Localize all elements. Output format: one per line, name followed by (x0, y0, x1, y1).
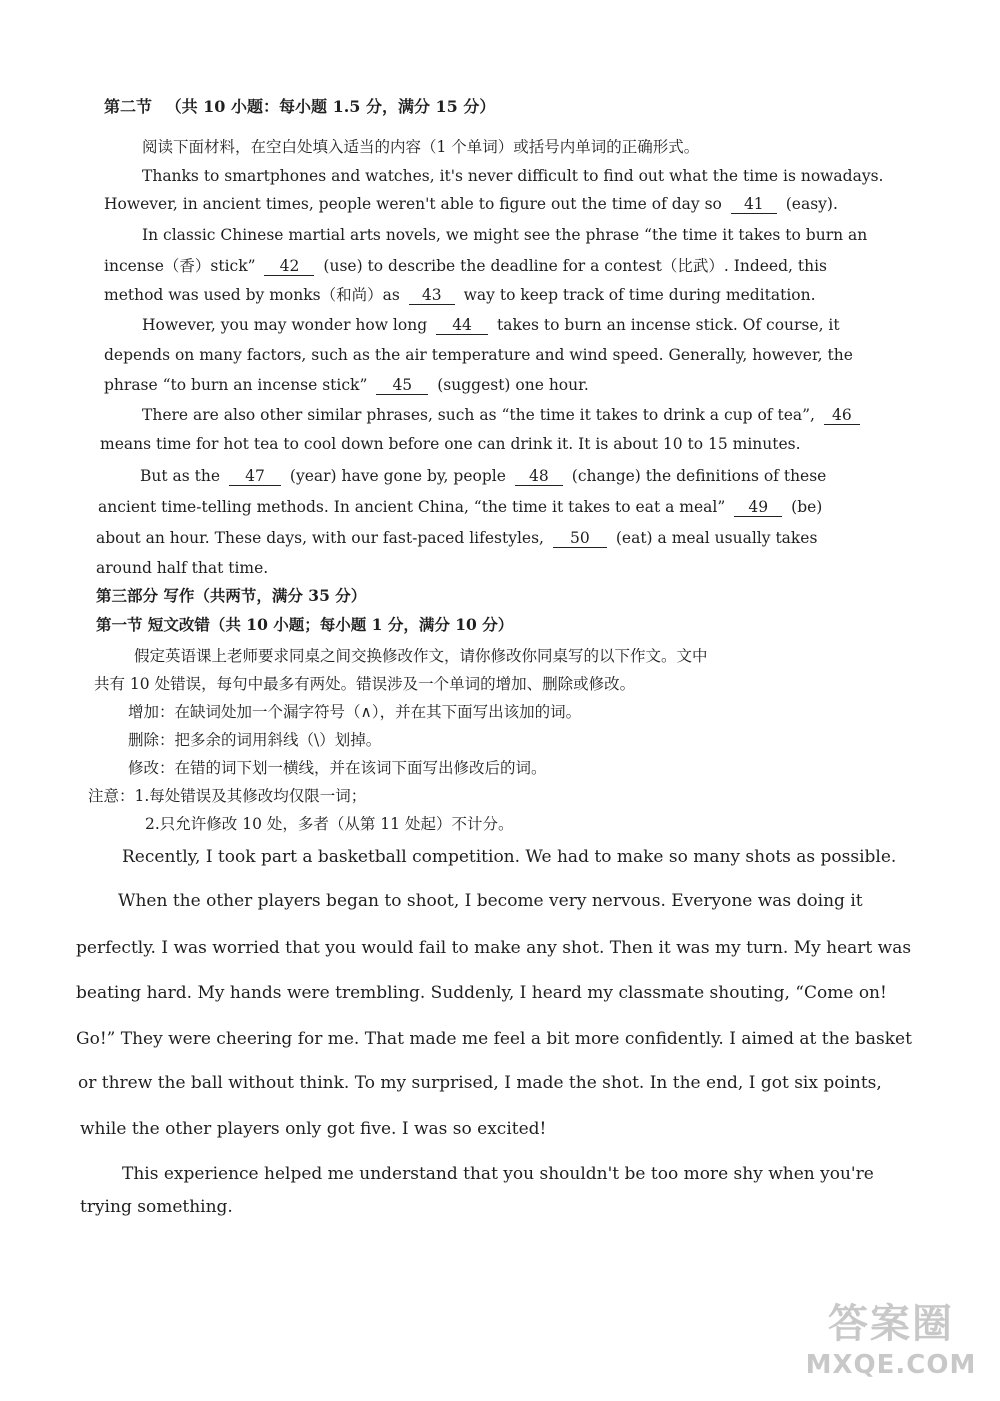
passage-text: (year) have gone by, people (289, 467, 506, 485)
essay-line: or threw the ball without think. To my surprised, I made the shot. In the end, I got six points, (78, 1073, 882, 1093)
passage-line (142, 314, 840, 336)
blank-42[interactable]: 42 (264, 257, 314, 276)
note-2: 2.只允许修改 10 处，多者（从第 11 处起）不计分。 (145, 815, 514, 833)
blank-50[interactable]: 50 (553, 529, 607, 548)
instruction-line: 共有 10 处错误，每句中最多有两处。错误涉及一个单词的增加、删除或修改。 (94, 675, 636, 693)
essay-line: beating hard. My hands were trembling. Suddenly, I heard my classmate shouting, “Come on! (76, 983, 887, 1003)
passage-line (104, 255, 827, 277)
passage-line (104, 193, 838, 215)
passage-text: way to keep track of time during meditation. (463, 286, 816, 304)
passage-line: In classic Chinese martial arts novels, we might see the phrase “the time it takes to burn an (142, 226, 868, 244)
blank-47[interactable]: 47 (229, 467, 281, 486)
passage-line: around half that time. (96, 559, 269, 577)
passage-text: takes to burn an incense stick. Of course, it (497, 316, 840, 334)
passage-text: However, in ancient times, people weren't able to figure out the time of day so (104, 195, 722, 213)
section-heading (104, 96, 495, 118)
passage-text: (change) the definitions of these (571, 467, 827, 485)
passage-line (142, 404, 864, 426)
blank-48[interactable]: 48 (515, 467, 563, 486)
blank-49[interactable]: 49 (734, 498, 782, 517)
note-1: 注意：1.每处错误及其修改均仅限一词； (88, 787, 367, 805)
blank-43[interactable]: 43 (409, 286, 455, 305)
section-instruction: 阅读下面材料，在空白处填入适当的内容（1 个单词）或括号内单词的正确形式。 (142, 138, 700, 156)
passage-text: (suggest) one hour. (437, 376, 589, 394)
passage-text: incense（香）stick” (104, 257, 256, 275)
passage-line: means time for hot tea to cool down before one can drink it. It is about 10 to 15 minutes. (100, 435, 801, 453)
passage-line (104, 374, 589, 396)
essay-line: trying something. (80, 1197, 233, 1217)
passage-text: phrase “to burn an incense stick” (104, 376, 368, 394)
passage-text: method was used by monks（和尚）as (104, 286, 400, 304)
passage-text: about an hour. These days, with our fast-paced lifestyles, (96, 529, 544, 547)
passage-text: But as the (140, 467, 221, 485)
passage-line: depends on many factors, such as the air temperature and wind speed. Generally, however, the (104, 346, 853, 364)
section-score: （共 10 小题：每小题 1.5 分，满分 15 分） (165, 97, 496, 116)
blank-41[interactable]: 41 (731, 195, 777, 214)
blank-45[interactable]: 45 (376, 376, 428, 395)
essay-line: Recently, I took part a basketball competition. We had to make so many shots as possible. (122, 847, 897, 867)
instruction-line: 假定英语课上老师要求同桌之间交换修改作文，请你修改你同桌写的以下作文。文中 (134, 647, 708, 665)
passage-text: (eat) a meal usually takes (615, 529, 818, 547)
subsection-title: 第一节 短文改错（共 10 小题；每小题 1 分，满分 10 分） (96, 615, 514, 634)
passage-line (140, 465, 826, 487)
essay-line: This experience helped me understand that you shouldn't be too more shy when you're (122, 1164, 874, 1184)
passage-text: ancient time-telling methods. In ancient China, “the time it takes to eat a meal” (98, 498, 726, 516)
watermark-logo (796, 1299, 986, 1389)
passage-text: (easy). (785, 195, 838, 213)
passage-line (96, 527, 817, 549)
passage-text: (be) (791, 498, 823, 516)
passage-text: However, you may wonder how long (142, 316, 428, 334)
watermark-bottom: MXQE.COM (805, 1350, 977, 1380)
instruction-delete: 删除：把多余的词用斜线（\）划掉。 (128, 731, 382, 749)
instruction-modify: 修改：在错的词下划一横线，并在该词下面写出修改后的词。 (128, 759, 547, 777)
passage-text: There are also other similar phrases, such as “the time it takes to drink a cup of tea”, (142, 406, 815, 424)
instruction-add: 增加：在缺词处加一个漏字符号（∧），并在其下面写出该加的词。 (128, 703, 582, 721)
blank-46[interactable]: 46 (824, 406, 860, 425)
essay-line: perfectly. I was worried that you would fail to make any shot. Then it was my turn. My heart was (76, 938, 912, 958)
passage-line (98, 496, 822, 518)
section-title: 第二节 (104, 97, 153, 116)
part3-title: 第三部分 写作（共两节，满分 35 分） (96, 586, 367, 605)
watermark-top: 答案圈 (828, 1301, 954, 1347)
essay-line: When the other players began to shoot, I become very nervous. Everyone was doing it (118, 891, 863, 911)
passage-text: (use) to describe the deadline for a contest（比武）. Indeed, this (323, 257, 828, 275)
passage-line (104, 284, 816, 306)
essay-line: while the other players only got five. I was so excited! (80, 1119, 547, 1139)
blank-44[interactable]: 44 (436, 316, 488, 335)
passage-line: Thanks to smartphones and watches, it's never difficult to find out what the time is nowadays. (142, 167, 884, 185)
essay-line: Go!” They were cheering for me. That made me feel a bit more confidently. I aimed at the basket (76, 1029, 912, 1049)
